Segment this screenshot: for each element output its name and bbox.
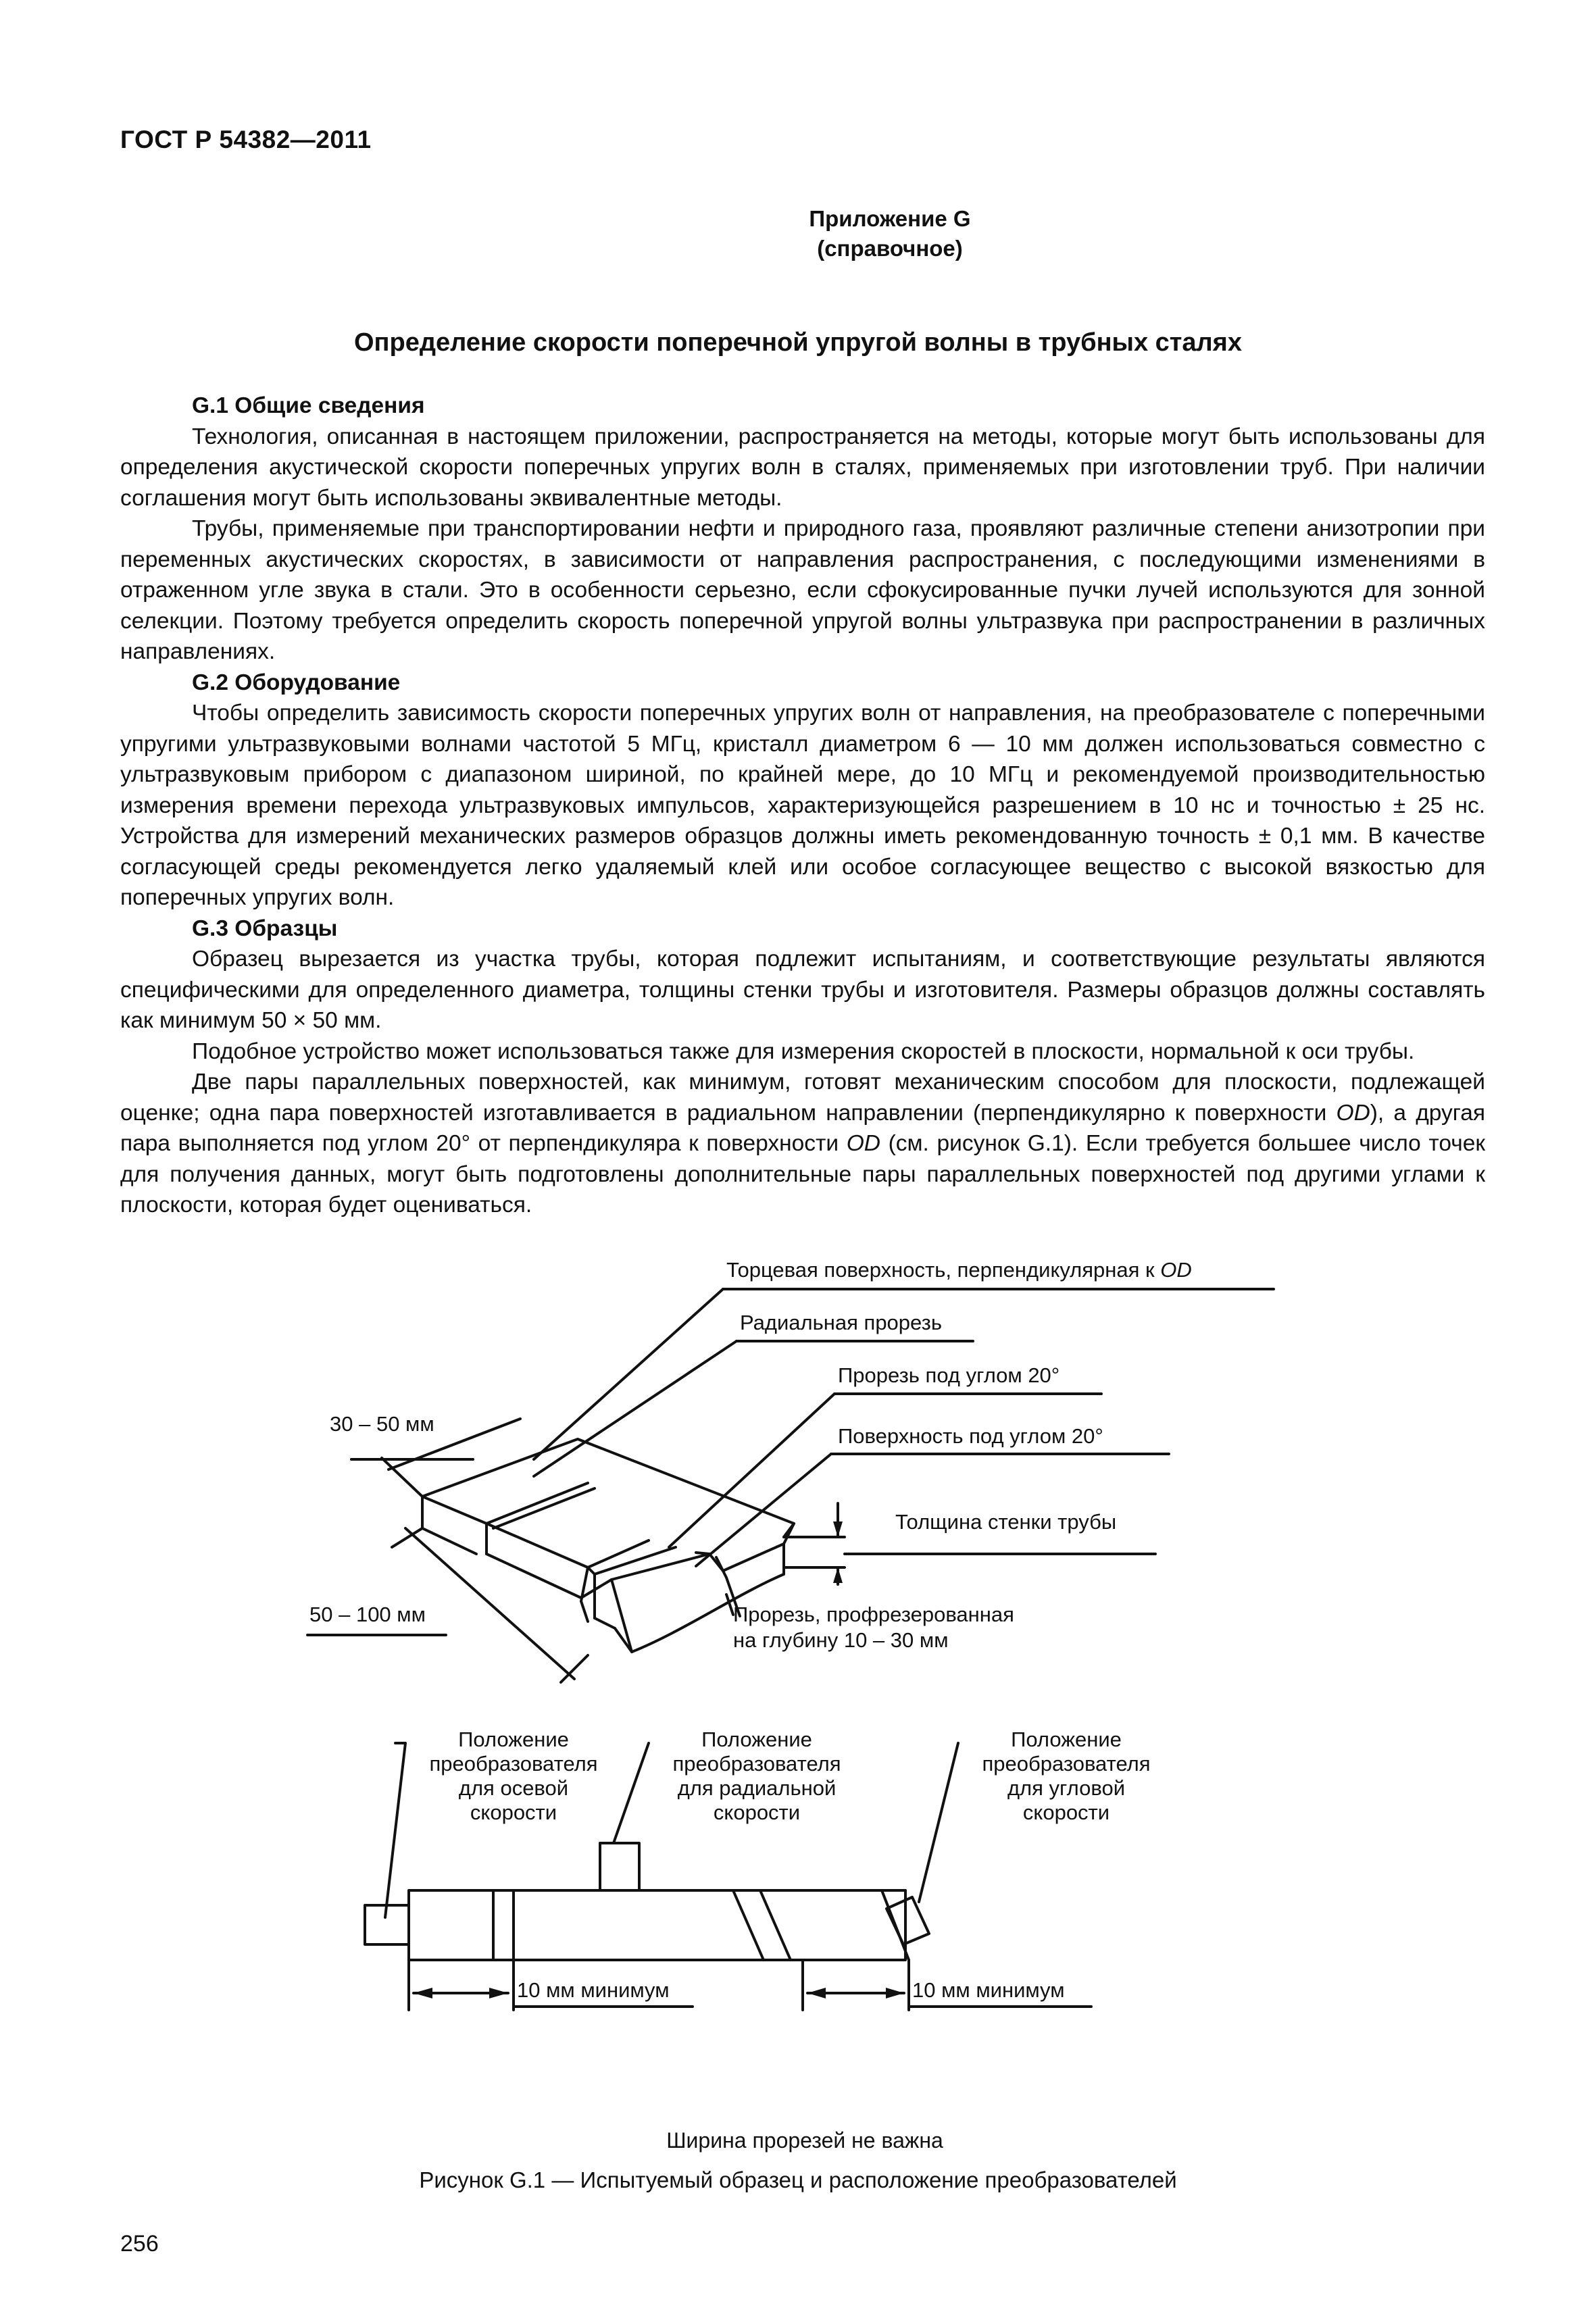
- od-term: OD: [1160, 1258, 1192, 1282]
- label-line: преобразователя: [982, 1752, 1151, 1776]
- specimen-mid-right: [581, 1601, 588, 1621]
- wall-thickness-label: Толщина стенки трубы: [895, 1510, 1117, 1534]
- label-line: преобразователя: [672, 1752, 841, 1776]
- label-line: преобразователя: [429, 1752, 598, 1776]
- section-g3-paragraph: Образец вырезается из участка трубы, которая подлежит испытаниям, и соответствующие результаты являются специфическими для определенного диаметра, толщины стенки трубы и изготовителя. Размеры образцов должны составлять как минимум 50 × 50 мм.: [120, 947, 1485, 1033]
- annex-status: (справочное): [817, 236, 963, 261]
- width-dimension-label: 30 – 50 мм: [330, 1412, 434, 1436]
- figure-caption: Рисунок G.1 — Испытуемый образец и расположение преобразователей: [419, 2167, 1177, 2192]
- milled-slot-label-1: Прорезь, профрезерованная: [733, 1603, 1014, 1626]
- label-text: Торцевая поверхность, перпендикулярная к: [726, 1258, 1161, 1282]
- milled-slot-label-2: на глубину 10 – 30 мм: [733, 1628, 949, 1652]
- label-line: скорости: [470, 1801, 557, 1824]
- section-g1-paragraph: Технология, описанная в настоящем приложении, распространяется на методы, которые могут быть использованы для определения акустической скорости поперечных упругих волн в сталях, применяемых при изготовлении труб. При наличии соглашения могут быть использованы эквивалентные методы.: [120, 424, 1485, 511]
- pipe-section: [409, 1890, 905, 1960]
- label-line: для радиальной: [677, 1776, 837, 1800]
- section-g1-paragraph: Трубы, применяемые при транспортировании нефти и природного газа, проявляют различные степени анизотропии при переменных акустических скоростях, в зависимости от направления распространения, с последующими изменениями в отраженном угле звука в стали. Это в особенности серьезно, если сфокусированные пучки лучей используются для зонной селекции. Поэтому требуется определить скорость поперечной упругой волны ультразвука при распространении в различных направлениях.: [120, 516, 1485, 664]
- annex-label: Приложение G: [809, 206, 971, 231]
- paragraph-text: ), а другая пара выполняется под углом 20° от перпендикуляра к поверхности: [120, 1100, 1486, 1156]
- label-line: скорости: [713, 1801, 801, 1824]
- page-number: 256: [120, 2231, 159, 2257]
- angle-slot-label: Прорезь под углом 20°: [838, 1363, 1060, 1387]
- paragraph-text: Две пары параллельных поверхностей, как минимум, готовят механическим способом для плоскости, подлежащей оценке; одна пара поверхностей изготавливается в радиальном направлении (перпендикулярно к поверхности: [120, 1070, 1485, 1126]
- section-g3-paragraph: Подобное устройство может использоваться также для измерения скоростей в плоскости, нормальной к оси трубы.: [192, 1038, 1415, 1064]
- od-term: OD: [1336, 1100, 1370, 1126]
- figure-note: Ширина прорезей не важна: [666, 2128, 943, 2153]
- label-line: скорости: [1022, 1801, 1110, 1824]
- end-face-label: [726, 1258, 1192, 1282]
- section-g1-heading: G.1 Общие сведения: [192, 393, 425, 418]
- min-distance-left-label: 10 мм минимум: [517, 1978, 670, 2002]
- axial-transducer-label: [378, 1728, 649, 1825]
- specimen-top-face: [422, 1439, 794, 1537]
- section-g2-paragraph: Чтобы определить зависимость скорости поперечных упругих волн от направления, на преобразователе с поперечными упругими ультразвуковыми волнами частотой 5 МГц, кристалл диаметром 6 — 10 мм должен использоваться совместно с ультразвуковым прибором с диапазоном шириной, по крайней мере, до 10 МГц и рекомендуемой производительностью измерения времени перехода ультразвуковых импульсов, характеризующейся разрешением в 10 нс и точностью ± 25 нс. Устройства для измерений механических размеров образцов должны иметь рекомендованную точность ± 0,1 мм. В качестве согласующей среды рекомендуется легко удаляемый клей или особое согласующее вещество с высокой вязкостью для поперечных упругих волн.: [120, 701, 1485, 910]
- label-line: Положение: [1011, 1728, 1122, 1751]
- paragraph-text: (см. рисунок G.1). Если требуется большее число точек для получения данных, могут быть подготовлены дополнительные пары параллельных поверхностей под другими углами к плоскости, которая будет оцениваться.: [120, 1131, 1485, 1217]
- length-dimension-label: 50 – 100 мм: [309, 1603, 426, 1626]
- min-distance-right-label: 10 мм минимум: [912, 1978, 1065, 2002]
- label-line: для угловой: [1007, 1776, 1126, 1800]
- specimen-front-left: [422, 1496, 476, 1554]
- label-line: для осевой: [458, 1776, 569, 1800]
- label-line: Положение: [458, 1728, 569, 1751]
- angular-transducer-label: [931, 1728, 1201, 1825]
- section-g2-heading: G.2 Оборудование: [192, 670, 401, 695]
- od-term: OD: [846, 1131, 880, 1156]
- section-g3-heading: G.3 Образцы: [192, 915, 338, 941]
- radial-transducer-label: [622, 1728, 892, 1825]
- angle-surface-label: Поверхность под углом 20°: [838, 1424, 1103, 1448]
- document-header: ГОСТ Р 54382—2011: [120, 126, 372, 153]
- angular-transducer: [887, 1897, 929, 1944]
- specimen-mid-block: [487, 1554, 581, 1598]
- radial-slot-label: Радиальная прорезь: [740, 1311, 942, 1334]
- label-line: Положение: [701, 1728, 812, 1751]
- radial-transducer: [600, 1843, 639, 1890]
- annex-title: Определение скорости поперечной упругой волны в трубных сталях: [353, 328, 1242, 357]
- specimen-front-left-top: [422, 1483, 588, 1524]
